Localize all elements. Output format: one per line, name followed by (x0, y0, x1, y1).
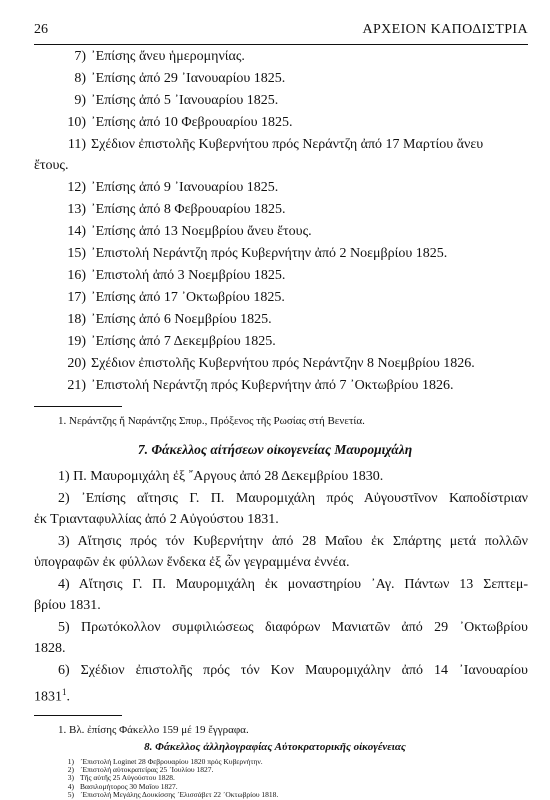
item-number: 20) (67, 356, 86, 371)
item-text: Σχέδιον ἐπιστολῆς Κυβερνήτου πρός Νεράντζη ἀπό 17 Μαρτίου ἄνευ (91, 137, 484, 152)
running-title: ΑΡΧΕΙΟΝ ΚΑΠΟΔΙΣΤΡΙΑ (362, 22, 528, 37)
item-text: ᾿Επιστολή Μεγάλης Δουκίσσης ᾿Ελισσάβετ 22 ᾿Οκτωβρίου 1818. (80, 789, 279, 799)
item-number: 11) (67, 137, 86, 152)
item-number: 15) (67, 246, 86, 261)
item-text: ᾿Επίσης ἀπό 6 Νοεμβρίου 1825. (91, 312, 272, 327)
paragraph-tail (34, 683, 70, 707)
item-number: 12) (67, 180, 86, 195)
item-text: ᾿Επίσης ἀπό 29 ᾿Ιανουαρίου 1825. (91, 71, 286, 86)
paragraph-text: 1831 (34, 689, 62, 705)
page-header (34, 20, 528, 45)
paragraph-text: 5) Πρωτόκολλον συμφιλιώσεως διαφόρων Μανιατῶν ἀπό 29 ᾿Οκτωβρίου (58, 620, 528, 635)
item-number: 10) (67, 115, 86, 130)
paragraph-text: ἐκ Τριανταφυλλίας ἀπό 2 Αὐγούστου 1831. (34, 512, 279, 527)
item-number: 9) (74, 93, 86, 108)
item-text: Βασιλομήτορος 30 Μαΐου 1827. (80, 781, 178, 791)
footnote-divider (34, 406, 122, 407)
paragraph-text: 4) Αἴτησις Γ. Π. Μαυρομιχάλη ἐκ μοναστηρίου ᾿Αγ. Πάντων 13 Σεπτεμ- (58, 577, 528, 592)
item-number: 3) (67, 773, 74, 783)
footnote: 1. Βλ. ἐπίσης Φάκελλο 159 μέ 19 ἔγγραφα. (58, 724, 249, 736)
paragraph-text: 3) Αἴτησις πρός τόν Κυβερνήτην ἀπό 28 Μαΐου ἐκ Σπάρτης μετά πολλῶν (58, 534, 528, 549)
paragraph-text: 6) Σχέδιον ἐπιστολῆς πρός τόν Κον Μαυρομιχάλην ἀπό 14 ᾿Ιανουαρίου (58, 663, 528, 678)
item-text: ᾿Επιστολή ἀπό 3 Νοεμβρίου 1825. (91, 268, 286, 283)
paragraph-text: βρίου 1831. (34, 598, 101, 613)
paragraph-text: ὑπογραφῶν ἐκ φύλλων ἕνδεκα ἐξ ὧν γεγραμμένα ἐννέα. (34, 555, 350, 570)
item-number: 7) (74, 49, 86, 64)
item-text: ᾿Επίσης ἄνευ ἡμερομηνίας. (91, 49, 245, 64)
page-number: 26 (34, 22, 48, 37)
section-heading: 7. Φάκελλος αἰτήσεων οἰκογενείας Μαυρομιχάλη (137, 442, 413, 457)
paragraph-text: 2) ᾿Επίσης αἴτησις Γ. Π. Μαυρομιχάλη πρός Αὐγουστῖνον Καποδίστριαν (58, 491, 528, 506)
item-text: ᾿Επιστολή Νεράντζη πρός Κυβερνήτην ἀπό 7 ᾿Οκτωβρίου 1826. (91, 378, 454, 393)
item-number: 8) (74, 71, 86, 86)
item-text: ᾿Επίσης ἀπό 8 Φεβρουαρίου 1825. (91, 202, 286, 217)
item-text: ἔτους. (34, 158, 69, 173)
item-text: ᾿Επίσης ἀπό 13 Νοεμβρίου ἄνευ ἔτους. (91, 224, 312, 239)
item-text: Σχέδιον ἐπιστολῆς Κυβερνήτου πρός Νεράντζην 8 Νοεμβρίου 1826. (91, 356, 475, 371)
item-text: ᾿Επιστολή Loginet 28 Φεβρουαρίου 1820 πρός Κυβερνήτην. (80, 757, 263, 766)
item-number: 17) (67, 290, 86, 305)
item-number: 14) (67, 224, 86, 239)
item-text: ᾿Επίσης ἀπό 9 ᾿Ιανουαρίου 1825. (91, 180, 279, 195)
footnote-marker: 1 (62, 687, 67, 697)
paragraph-text-end: . (66, 689, 70, 705)
item-text: ᾿Επίσης ἀπό 17 ᾿Οκτωβρίου 1825. (91, 290, 285, 305)
item-text: Τῆς αὐτῆς 25 Αὐγούστου 1828. (80, 773, 175, 783)
item-number: 21) (67, 378, 86, 393)
item-text: ᾿Επίσης ἀπό 7 Δεκεμβρίου 1825. (91, 334, 276, 349)
paragraph-text: 1) Π. Μαυρομιχάλη ἐξ ῎Αργους ἀπό 28 Δεκεμβρίου 1830. (58, 469, 384, 484)
section-heading: 8. Φάκελλος ἀλληλογραφίας Αὐτοκρατορικῆς οἰκογένειας (144, 741, 406, 753)
item-text: ᾿Επίσης ἀπό 5 ᾿Ιανουαρίου 1825. (91, 93, 279, 108)
footnote-divider (34, 715, 122, 716)
item-number: 18) (67, 312, 86, 327)
item-number: 5) (67, 789, 74, 799)
item-number: 2) (67, 765, 74, 775)
item-text: ᾿Επιστολή αὐτοκρατείρας 25 ᾿Ιουλίου 1827. (80, 765, 214, 775)
footnote: 1. Νεράντζης ἤ Ναράντζης Σπυρ., Πρόξενος τῆς Ρωσίας στή Βενετία. (58, 415, 365, 427)
paragraph-text: 1828. (34, 641, 66, 656)
item-number: 16) (67, 268, 86, 283)
item-number: 19) (67, 334, 86, 349)
item-number: 4) (67, 781, 74, 791)
item-number: 1) (67, 757, 74, 766)
item-text: ᾿Επίσης ἀπό 10 Φεβρουαρίου 1825. (91, 115, 293, 130)
item-text: ᾿Επιστολή Νεράντζη πρός Κυβερνήτην ἀπό 2 Νοεμβρίου 1825. (91, 246, 448, 261)
item-number: 13) (67, 202, 86, 217)
